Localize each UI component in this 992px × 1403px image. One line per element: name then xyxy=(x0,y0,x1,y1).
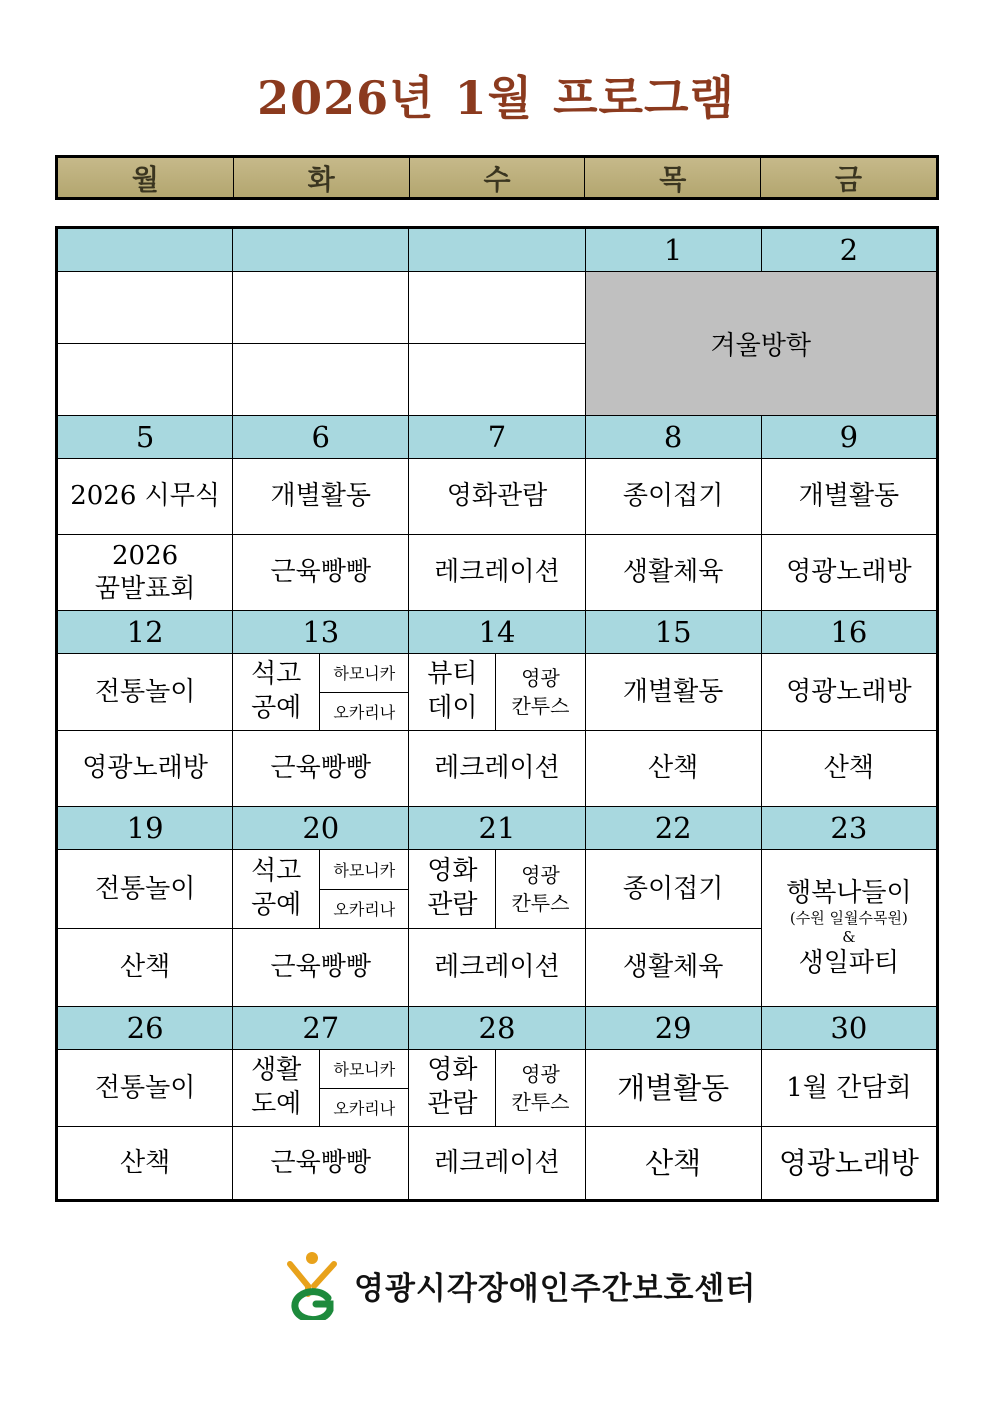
sub-program: 영광 xyxy=(521,666,560,690)
date-cell: 23 xyxy=(761,807,937,850)
program-cell: 산책 xyxy=(57,1127,233,1201)
date-cell: 27 xyxy=(233,1007,409,1050)
program-line: 공예 xyxy=(251,890,302,920)
program-cell: 영광노래방 xyxy=(761,535,937,611)
date-cell: 30 xyxy=(761,1007,937,1050)
program-cell: 전통놀이 xyxy=(57,654,233,731)
program-line: 데이 xyxy=(427,693,478,723)
program-cell: 1월 간담회 xyxy=(761,1050,937,1127)
program-cell: 개별활동 xyxy=(233,459,409,535)
program-cell: 산책 xyxy=(585,731,761,807)
date-cell: 14 xyxy=(409,611,585,654)
split-sub xyxy=(320,654,408,730)
title-month: 1월 xyxy=(454,71,534,125)
date-cell: 16 xyxy=(761,611,937,654)
date-cell xyxy=(57,228,233,272)
program-cell: 전통놀이 xyxy=(57,1050,233,1127)
sub-program: 칸투스 xyxy=(511,694,570,718)
program-cell: 개별활동 xyxy=(585,1050,761,1127)
date-cell: 26 xyxy=(57,1007,233,1050)
weekday-wed: 수 xyxy=(409,158,585,197)
program-cell: 산책 xyxy=(761,731,937,807)
split-cell xyxy=(233,654,409,731)
split-cell xyxy=(233,1050,409,1127)
weekday-mon: 월 xyxy=(131,162,159,196)
date-row xyxy=(57,807,938,850)
weekday-tue: 화 xyxy=(233,158,409,197)
empty-cell xyxy=(409,272,585,344)
program-cell: 영광노래방 xyxy=(761,1127,937,1201)
date-row xyxy=(57,228,938,272)
date-cell: 6 xyxy=(233,416,409,459)
yg-logo-icon xyxy=(282,1250,344,1320)
split-main xyxy=(233,850,320,928)
weekday-thu: 목 xyxy=(584,158,760,197)
program-cell: 개별활동 xyxy=(761,459,937,535)
empty-cell xyxy=(233,344,409,416)
program-line: 공예 xyxy=(251,693,302,723)
date-cell: 12 xyxy=(57,611,233,654)
weekday-fri: 금 xyxy=(760,158,936,197)
empty-cell xyxy=(57,344,233,416)
program-cell: 근육빵빵 xyxy=(233,1127,409,1201)
program-line: 석고 xyxy=(251,856,302,887)
date-cell: 22 xyxy=(585,807,761,850)
date-cell: 9 xyxy=(761,416,937,459)
split-main xyxy=(409,1050,496,1126)
program-cell: 생활체육 xyxy=(585,929,761,1007)
program-cell: 영광노래방 xyxy=(57,731,233,807)
program-cell: 레크레이션 xyxy=(409,1127,585,1201)
split-main xyxy=(409,850,496,928)
program-row xyxy=(57,535,938,611)
split-main xyxy=(409,654,496,730)
program-row xyxy=(57,654,938,731)
program-line: 뷰티 xyxy=(427,659,478,690)
date-row xyxy=(57,611,938,654)
split-sub xyxy=(496,654,584,730)
date-cell: 20 xyxy=(233,807,409,850)
program-row xyxy=(57,850,938,929)
date-cell xyxy=(233,228,409,272)
split-sub xyxy=(320,1050,408,1126)
date-cell: 28 xyxy=(409,1007,585,1050)
split-sub xyxy=(496,1050,584,1126)
program-cell: 레크레이션 xyxy=(409,535,585,611)
date-cell: 2 xyxy=(761,228,937,272)
program-line: 생활 xyxy=(251,1055,302,1086)
date-cell: 29 xyxy=(585,1007,761,1050)
split-cell xyxy=(233,850,409,929)
empty-cell xyxy=(57,272,233,344)
sub-program: 영광 xyxy=(521,863,560,887)
page-title xyxy=(0,62,992,128)
program-cell: 산책 xyxy=(57,929,233,1007)
program-cell: 개별활동 xyxy=(585,654,761,731)
vacation-cell: 겨울방학 xyxy=(585,272,937,416)
program-cell: 산책 xyxy=(585,1127,761,1201)
sub-program: 칸투스 xyxy=(511,891,570,915)
program-cell: 레크레이션 xyxy=(409,731,585,807)
footer-logo xyxy=(282,1250,756,1320)
program-cell: 근육빵빵 xyxy=(233,929,409,1007)
org-name: 영광시각장애인주간보호센터 xyxy=(354,1270,757,1307)
program-cell: 레크레이션 xyxy=(409,929,585,1007)
program-cell: 근육빵빵 xyxy=(233,731,409,807)
date-cell: 21 xyxy=(409,807,585,850)
date-cell: 7 xyxy=(409,416,585,459)
program-cell: 2026 시무식 xyxy=(57,459,233,535)
program-cell xyxy=(57,535,233,611)
empty-cell xyxy=(409,344,585,416)
sub-program: 오카리나 xyxy=(320,1088,408,1127)
program-line: 2026 xyxy=(112,541,179,571)
program-line: 관람 xyxy=(427,890,478,920)
date-cell: 8 xyxy=(585,416,761,459)
program-amp: & xyxy=(842,928,856,946)
program-cell-outing xyxy=(761,850,937,1007)
date-cell: 19 xyxy=(57,807,233,850)
date-cell xyxy=(409,228,585,272)
program-line: 꿈발표회 xyxy=(94,573,196,604)
program-line: 도예 xyxy=(251,1089,302,1119)
empty-cell xyxy=(233,272,409,344)
program-line: 영화 xyxy=(427,856,478,887)
title-label: 프로그램 xyxy=(553,71,735,125)
split-main xyxy=(233,654,320,730)
date-row xyxy=(57,416,938,459)
sub-program: 칸투스 xyxy=(511,1090,570,1114)
sub-program: 오카리나 xyxy=(320,889,408,929)
split-main xyxy=(233,1050,320,1126)
program-note: (수원 일월수목원) xyxy=(789,909,908,928)
sub-program: 영광 xyxy=(521,1062,560,1086)
date-cell: 5 xyxy=(57,416,233,459)
program-line: 행복나들이 xyxy=(786,877,912,908)
program-line: 영화 xyxy=(427,1055,478,1086)
split-cell xyxy=(409,1050,585,1127)
split-cell xyxy=(409,850,585,929)
program-line: 석고 xyxy=(251,659,302,690)
title-year: 2026년 xyxy=(257,71,435,125)
program-row xyxy=(57,1127,938,1201)
program-cell: 근육빵빵 xyxy=(233,535,409,611)
weekday-header xyxy=(55,155,939,200)
split-cell xyxy=(409,654,585,731)
program-cell: 전통놀이 xyxy=(57,850,233,929)
sub-program: 하모니카 xyxy=(333,664,396,684)
program-row xyxy=(57,731,938,807)
program-cell: 영화관람 xyxy=(409,459,585,535)
date-cell: 13 xyxy=(233,611,409,654)
program-row xyxy=(57,272,938,344)
program-line: 생일파티 xyxy=(798,947,900,978)
sub-program: 하모니카 xyxy=(333,1060,396,1080)
program-row xyxy=(57,459,938,535)
program-cell: 종이접기 xyxy=(585,459,761,535)
split-sub xyxy=(320,850,408,928)
split-sub xyxy=(496,850,584,928)
date-cell: 15 xyxy=(585,611,761,654)
sub-program: 하모니카 xyxy=(333,860,396,880)
program-cell: 종이접기 xyxy=(585,850,761,929)
calendar-table xyxy=(55,226,939,1202)
program-cell: 생활체육 xyxy=(585,535,761,611)
date-row xyxy=(57,1007,938,1050)
program-row xyxy=(57,1050,938,1127)
sub-program: 오카리나 xyxy=(320,692,408,731)
date-cell: 1 xyxy=(585,228,761,272)
program-line: 관람 xyxy=(427,1089,478,1119)
program-cell: 영광노래방 xyxy=(761,654,937,731)
